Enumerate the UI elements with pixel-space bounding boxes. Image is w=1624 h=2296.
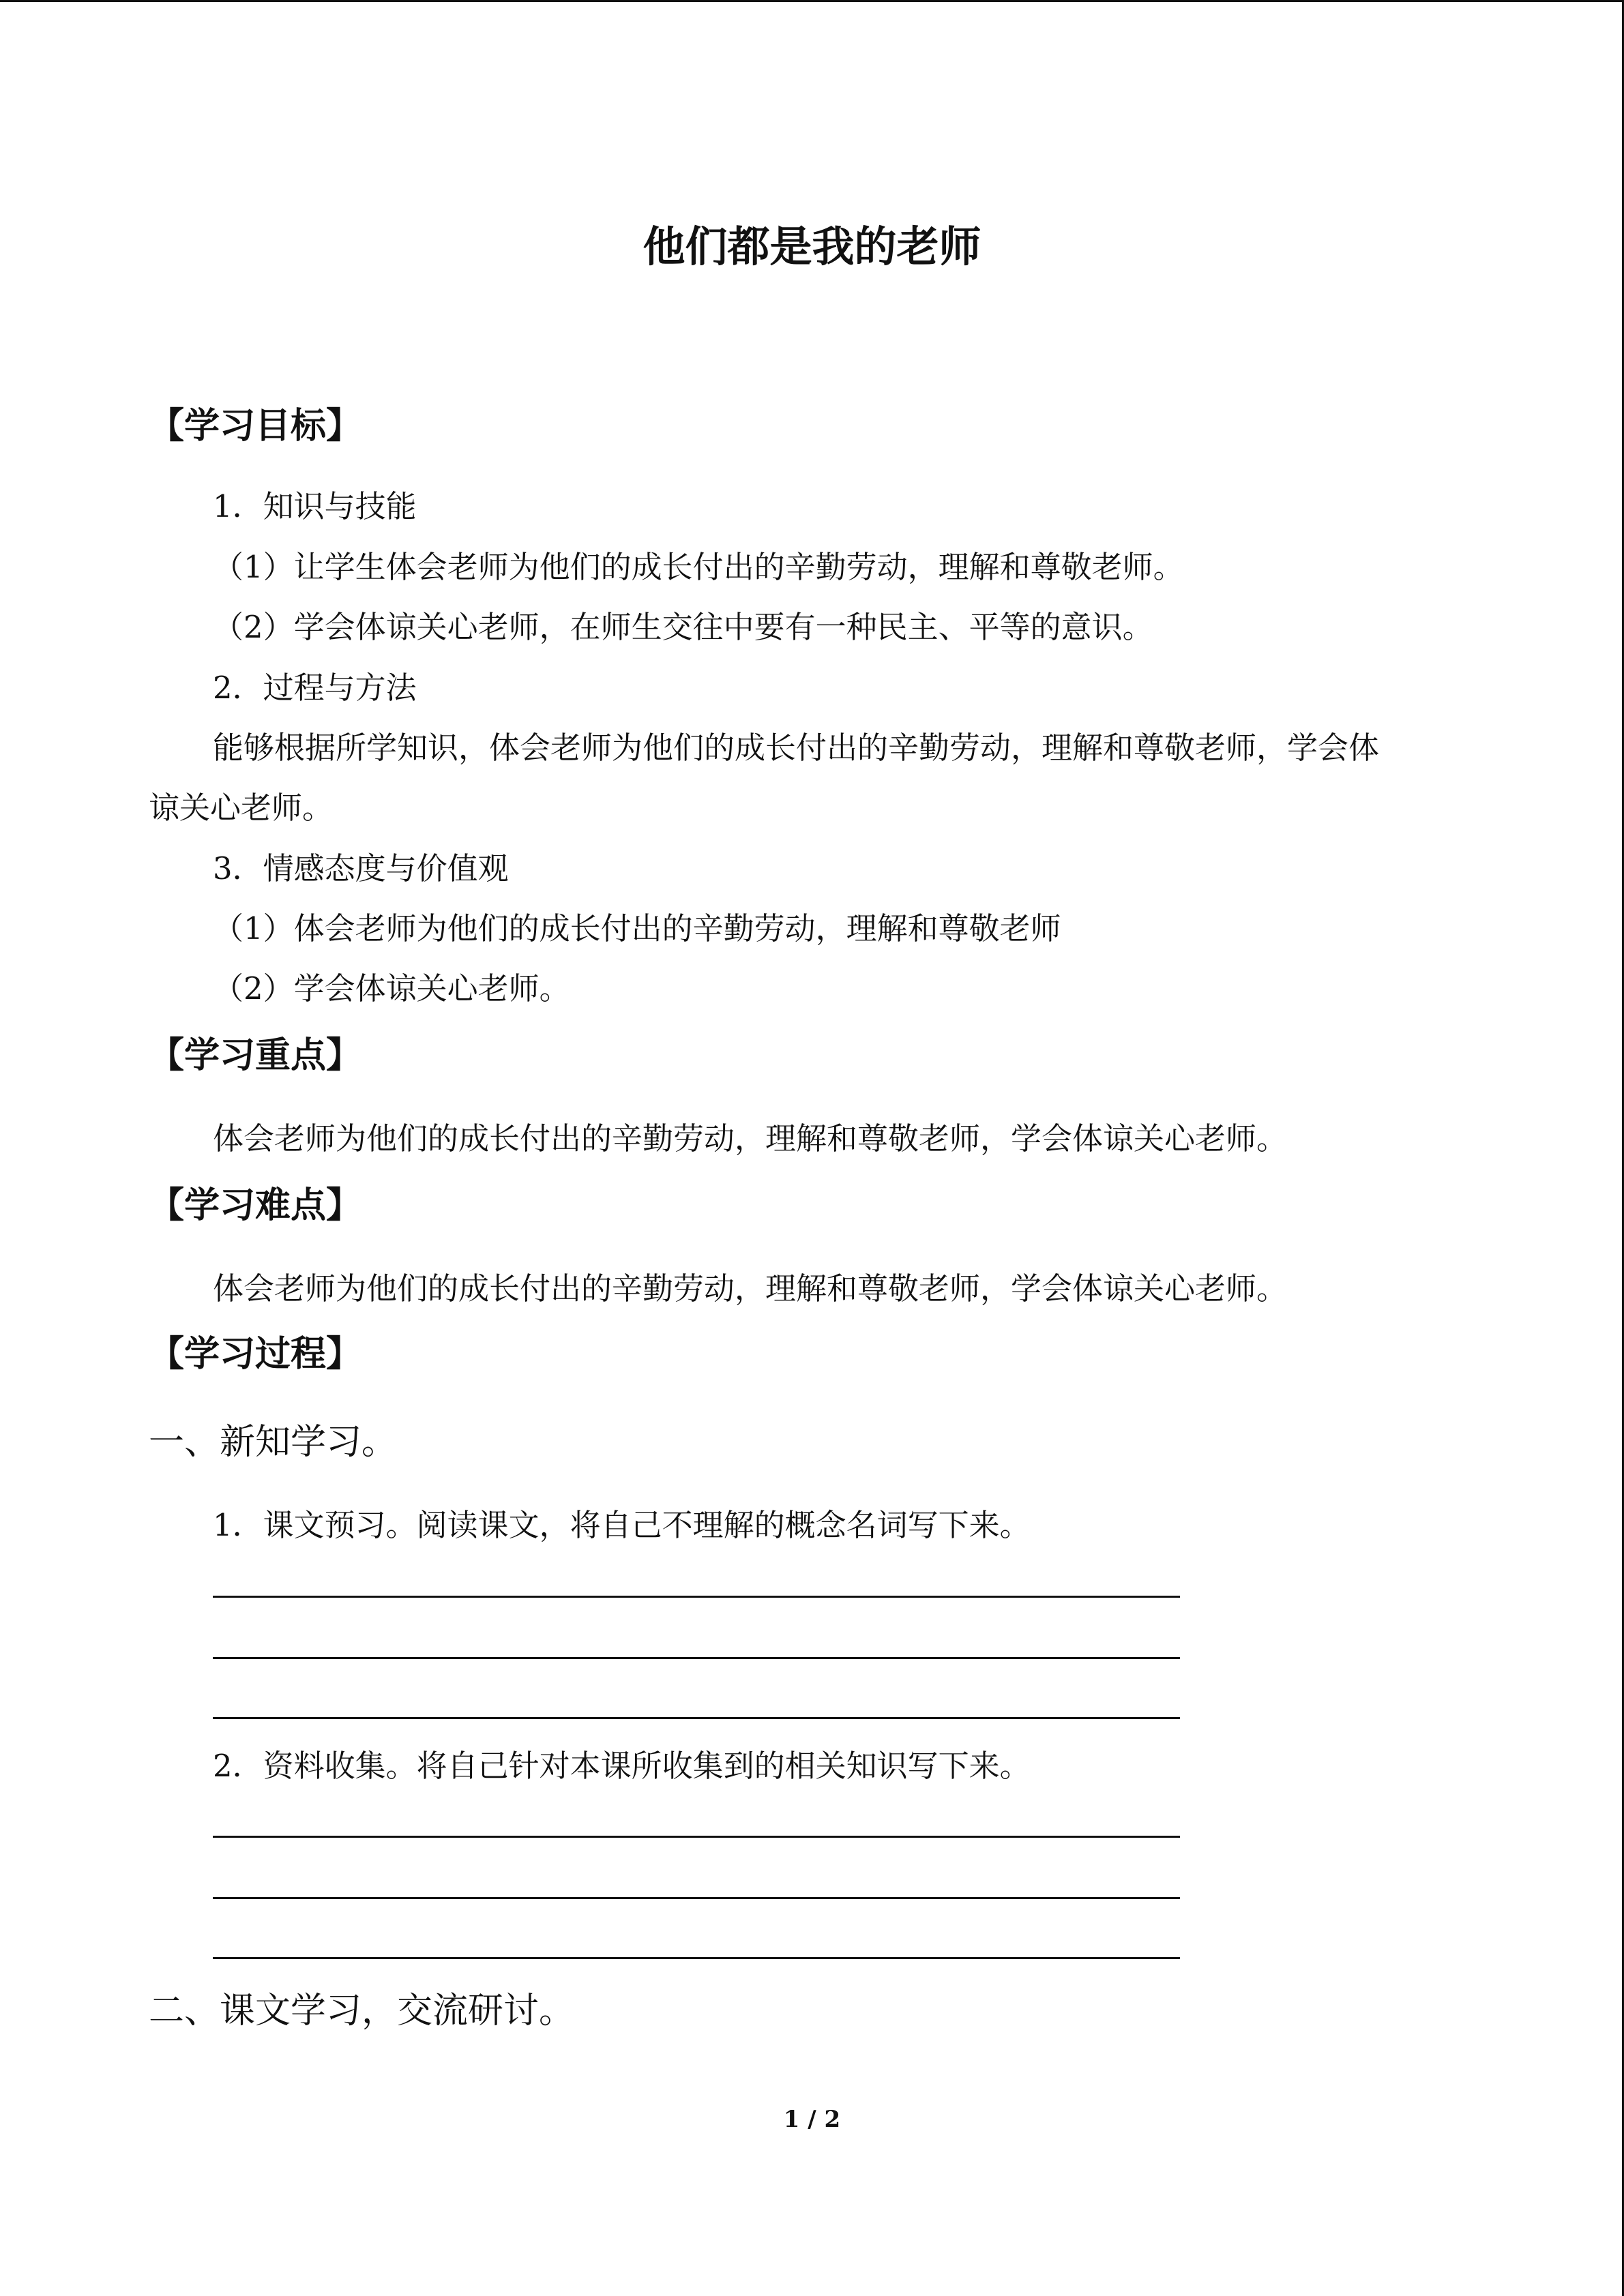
goals-heading: 【学习目标】 <box>149 406 362 447</box>
page-number: 1 / 2 <box>783 2106 841 2133</box>
difficulties-text: 体会老师为他们的成长付出的辛勤劳动，理解和尊敬老师，学会体谅关心老师。 <box>213 1270 1288 1307</box>
key-points-text: 体会老师为他们的成长付出的辛勤劳动，理解和尊敬老师，学会体谅关心老师。 <box>213 1120 1288 1157</box>
page-title: 他们都是我的老师 <box>643 222 981 271</box>
answer-line <box>213 1897 1180 1899</box>
answer-line <box>213 1596 1180 1598</box>
process-method-line-1: 能够根据所学知识，体会老师为他们的成长付出的辛勤劳动，理解和尊敬老师，学会体 <box>213 730 1380 766</box>
answer-line <box>213 1717 1180 1719</box>
page-border-top <box>0 0 1624 2</box>
section-new-knowledge: 一、新知学习。 <box>149 1422 398 1463</box>
collection-task: 2．资料收集。将自己针对本课所收集到的相关知识写下来。 <box>213 1748 1031 1784</box>
emotion-values-title: 3．情感态度与价值观 <box>213 850 509 886</box>
process-method-line-2: 谅关心老师。 <box>149 790 334 826</box>
knowledge-skills-title: 1．知识与技能 <box>213 488 417 524</box>
section-text-study: 二、课文学习，交流研讨。 <box>149 1991 575 2031</box>
emotion-item-1: （1）体会老师为他们的成长付出的辛勤劳动，理解和尊敬老师 <box>213 910 1061 946</box>
answer-line <box>213 1957 1180 1959</box>
process-heading: 【学习过程】 <box>149 1334 362 1375</box>
knowledge-item-1: （1）让学生体会老师为他们的成长付出的辛勤劳动，理解和尊敬老师。 <box>213 549 1184 585</box>
knowledge-item-2: （2）学会体谅关心老师，在师生交往中要有一种民主、平等的意识。 <box>213 609 1153 645</box>
process-method-title: 2．过程与方法 <box>213 670 417 706</box>
answer-line <box>213 1836 1180 1838</box>
emotion-item-2: （2）学会体谅关心老师。 <box>213 970 570 1007</box>
preview-task: 1．课文预习。阅读课文，将自己不理解的概念名词写下来。 <box>213 1507 1031 1543</box>
key-points-heading: 【学习重点】 <box>149 1035 362 1076</box>
answer-line <box>213 1657 1180 1659</box>
difficulties-heading: 【学习难点】 <box>149 1185 362 1226</box>
